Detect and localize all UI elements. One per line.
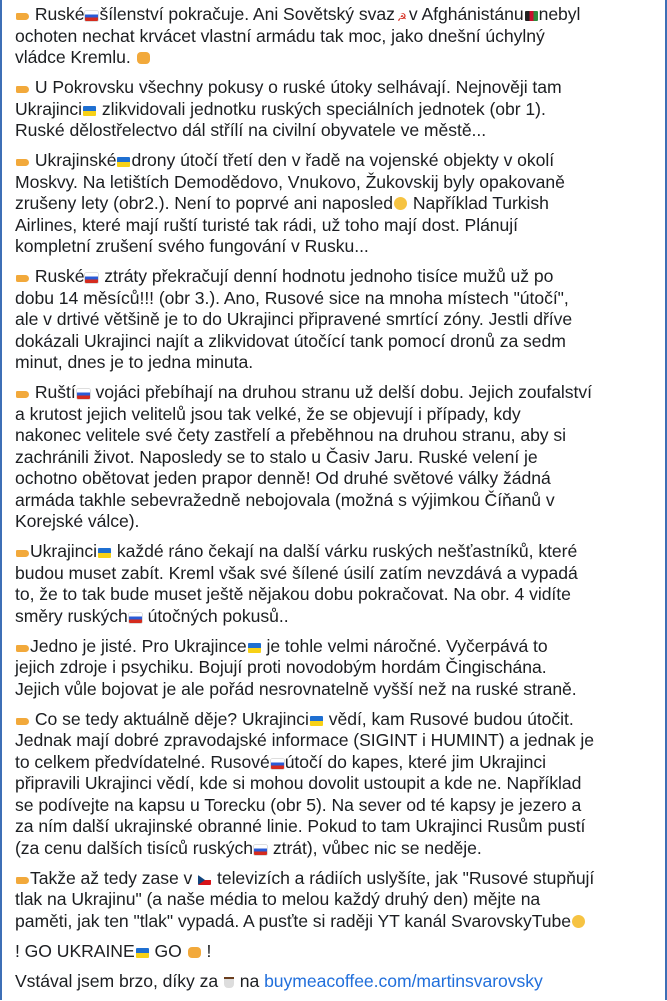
post-paragraph xyxy=(15,150,663,258)
text-segment: se podívejte na kapsu u Torecku (obr 5). Na sever od té kapsy je jezero a xyxy=(15,794,582,815)
text-segment: tlak na Ukrajinu" (a naše média to melou každý druhý den) mějte na xyxy=(15,889,541,909)
text-segment: Ruští xyxy=(30,382,76,402)
pointing-hand-icon xyxy=(16,9,29,21)
text-segment: ztráty překračují denní hodnotu jednoho tisíce mužů už po xyxy=(99,266,554,286)
text-line xyxy=(15,150,663,172)
text-segment: vojáci přebíhají na druhou stranu už delší dobu. Jejich zoufalství xyxy=(90,382,592,402)
text-segment: to celkem předvídatelné. Rusové xyxy=(15,751,270,772)
text-line xyxy=(15,584,663,606)
text-segment: zrušeny lety (obr2.). Není to poprvé ani naposled xyxy=(15,193,393,213)
text-segment: útočí do kapes, které jim Ukrajinci xyxy=(284,751,546,772)
post-paragraph xyxy=(15,636,663,701)
text-segment: nebyl xyxy=(538,4,581,24)
ukraine-flag-icon xyxy=(117,157,130,167)
post-paragraph xyxy=(15,4,663,69)
text-line xyxy=(15,795,663,817)
text-segment: každé ráno čekají na další várku ruských nešťastníků, které xyxy=(112,541,578,561)
text-segment: Jednak mají dobré zpravodajské informace (SIGINT i HUMINT) a jednak je xyxy=(15,730,594,750)
text-segment: nakonec velitele své čety zastřelí a přeběhnou na druhou stranu, aby si xyxy=(15,425,566,445)
text-segment: na xyxy=(234,970,265,991)
post-paragraph xyxy=(15,541,663,627)
text-segment: zlikvidovali jednotku ruských speciálních jednotek (obr 1). xyxy=(97,98,546,119)
text-line xyxy=(15,447,663,469)
pointing-hand-icon xyxy=(16,641,29,653)
text-segment: ochoten nechat krvácet vlastní armádu tak moc, jako dnešní úchylný xyxy=(15,25,545,46)
text-line xyxy=(15,404,663,426)
text-line xyxy=(15,309,663,331)
ukraine-flag-icon xyxy=(248,643,261,653)
post-body xyxy=(15,4,663,1001)
russia-flag-icon xyxy=(254,845,267,855)
ukraine-flag-icon xyxy=(310,716,323,726)
text-segment: Airlines, které mají ruští turisté tak rádi, už toho mají dost. Plánují xyxy=(15,214,518,235)
text-line xyxy=(15,563,663,585)
text-segment: a krutost jejich velitelů jsou tak velké, že se objevují i případy, kdy xyxy=(15,403,521,424)
coffee-icon xyxy=(224,977,234,988)
pointing-hand-icon xyxy=(16,155,29,167)
ukraine-flag-icon xyxy=(83,106,96,116)
buymeacoffee-link[interactable]: buymeacoffee.com/martinsvarovsky xyxy=(264,970,543,991)
text-segment: vládce Kremlu. xyxy=(15,47,136,67)
text-segment: Takže až tedy zase v xyxy=(30,867,198,888)
afghanistan-flag-icon xyxy=(525,11,538,21)
text-segment: Ruské xyxy=(30,266,85,286)
text-segment: Jedno je jisté. Pro Ukrajince xyxy=(30,635,247,656)
text-line xyxy=(15,77,663,99)
text-segment: šílenství pokračuje. Ani Sovětský svaz xyxy=(99,4,395,24)
post-paragraph xyxy=(15,709,663,860)
text-segment: GO xyxy=(149,940,187,961)
pointing-hand-icon xyxy=(16,714,29,726)
text-line xyxy=(15,679,663,701)
pointing-hand-icon xyxy=(16,873,29,885)
text-segment: zachránili život. Naposledy se to stalo u Časiv Jaru. Ruské velení je xyxy=(15,446,538,467)
text-segment: za ním další ukrajinské obranné linie. Pokud to tam Ukrajinci Rusům pustí xyxy=(15,816,586,836)
text-segment: připravili Ukrajinci vědí, kde si mohou dovolit ustoupit a kde ne. Například xyxy=(15,773,582,793)
russia-flag-icon xyxy=(85,273,98,283)
text-line xyxy=(15,47,663,69)
text-line xyxy=(15,838,663,860)
text-line xyxy=(15,382,663,404)
text-segment: budou muset zabít. Kreml však své šílené úsilí zatím nevzdává a vypadá xyxy=(15,562,578,583)
pointing-hand-icon xyxy=(16,82,29,94)
text-segment: kompletní zrušení svého fungování v Rusku... xyxy=(15,236,369,256)
text-segment: Vstával jsem brzo, díky za xyxy=(15,970,223,991)
post-paragraph xyxy=(15,77,663,142)
text-line xyxy=(15,172,663,194)
text-segment: ! xyxy=(201,940,212,961)
text-line xyxy=(15,352,663,374)
post-paragraph xyxy=(15,941,663,963)
text-segment: Co se tedy aktuálně děje? Ukrajinci xyxy=(30,708,309,729)
text-segment: armáda takhle sebevražedně nebojovala (možná s výjimkou Číňanů v xyxy=(15,489,555,510)
text-line xyxy=(15,331,663,353)
text-line xyxy=(15,606,663,628)
pointing-hand-icon xyxy=(16,546,29,558)
pointing-hand-icon xyxy=(16,387,29,399)
text-line xyxy=(15,193,663,215)
post-paragraph xyxy=(15,868,663,933)
text-segment: ztrát), vůbec nic se neděje. xyxy=(268,837,482,858)
text-line xyxy=(15,816,663,838)
text-segment: televizích a rádiích uslyšíte, jak "Rusové stupňují xyxy=(212,867,595,888)
winking-face-icon xyxy=(572,915,585,928)
text-line xyxy=(15,657,663,679)
text-segment: vědí, kam Rusové budou útočit. xyxy=(323,708,574,729)
ukraine-flag-icon xyxy=(136,948,149,958)
text-line xyxy=(15,236,663,258)
text-segment: Ruské xyxy=(30,4,85,24)
fist-icon xyxy=(188,947,201,958)
text-segment: Ukrajinské xyxy=(30,150,117,170)
hand-icon xyxy=(137,52,150,64)
text-segment: Ruské dělostřelectvo dál střílí na civilní obyvatele ve městě... xyxy=(15,120,487,140)
text-segment: jejich zdroje i psychiku. Bojují proti novodobým hordám Čingischána. xyxy=(15,657,547,677)
post-paragraph xyxy=(15,266,663,374)
russia-flag-icon xyxy=(85,11,98,21)
hammer-sickle-icon: ☭ xyxy=(396,12,407,24)
text-line xyxy=(15,120,663,142)
text-line xyxy=(15,288,663,310)
text-segment: ! GO UKRAINE xyxy=(15,940,135,961)
text-segment: paměti, jak ten "tlak" vypadá. A pusťte si raději YT kanál SvarovskyTube xyxy=(15,910,571,931)
text-line xyxy=(15,752,663,774)
winking-face-icon xyxy=(394,197,407,210)
text-segment: ochotno obětovat jeden prapor denně! Od druhé světové války žádná xyxy=(15,468,551,488)
russia-flag-icon xyxy=(271,759,284,769)
text-line xyxy=(15,490,663,512)
text-segment: Jejich vůle bojovat je ale pořád nesrovnatelně vyšší než na ruské straně. xyxy=(15,678,577,699)
czech-flag-icon xyxy=(198,875,211,885)
text-segment: ale v drtivé většině je to do Ukrajinci připravené smrtící zóny. Jestli dříve xyxy=(15,309,573,329)
text-line xyxy=(15,971,663,993)
text-segment: to, že to tak bude muset ještě nějakou dobu pokračovat. Na obr. 4 vidíte xyxy=(15,584,571,604)
post-paragraph xyxy=(15,382,663,533)
text-segment: dobu 14 měsíců!!! (obr 3.). Ano, Rusové sice na mnoha místech "útočí", xyxy=(15,287,569,308)
text-segment: Korejské válce). xyxy=(15,511,140,531)
text-segment: dokázali Ukrajinci najít a zlikvidovat útočící tank pomocí dronů za sedm xyxy=(15,330,566,351)
text-line xyxy=(15,636,663,658)
text-line xyxy=(15,868,663,890)
text-line xyxy=(15,425,663,447)
post-paragraph xyxy=(15,971,663,993)
russia-flag-icon xyxy=(129,613,142,623)
text-line xyxy=(15,889,663,911)
text-line xyxy=(15,511,663,533)
text-segment: drony útočí třetí den v řadě na vojenské objekty v okolí xyxy=(131,150,555,170)
text-line xyxy=(15,266,663,288)
text-segment: Moskvy. Na letištích Demodědovo, Vnukovo, Žukovskij byly opakovaně xyxy=(15,171,565,192)
text-segment: je tohle velmi náročné. Vyčerpává to xyxy=(261,635,548,656)
text-segment: minut, dnes je to jedna minuta. xyxy=(15,352,254,372)
text-segment: (za cenu dalších tisíců ruských xyxy=(15,837,254,858)
text-line xyxy=(15,911,663,933)
text-line xyxy=(15,773,663,795)
text-segment: Ukrajinci xyxy=(15,98,83,119)
text-segment: Například Turkish xyxy=(407,193,549,213)
text-segment: útočných pokusů.. xyxy=(142,605,289,626)
text-line xyxy=(15,709,663,731)
text-segment: U Pokrovsku všechny pokusy o ruské útoky selhávají. Nejnověji tam xyxy=(30,77,562,97)
text-line xyxy=(15,4,663,26)
text-segment: směry ruských xyxy=(15,605,128,626)
text-line xyxy=(15,941,663,963)
text-line xyxy=(15,541,663,563)
text-line xyxy=(15,215,663,237)
text-line xyxy=(15,99,663,121)
text-line xyxy=(15,468,663,490)
text-segment: v Afghánistánu xyxy=(408,4,524,24)
russia-flag-icon xyxy=(77,389,90,399)
ukraine-flag-icon xyxy=(98,548,111,558)
pointing-hand-icon xyxy=(16,271,29,283)
text-line xyxy=(15,26,663,48)
text-segment: Ukrajinci xyxy=(30,541,98,561)
text-line xyxy=(15,730,663,752)
